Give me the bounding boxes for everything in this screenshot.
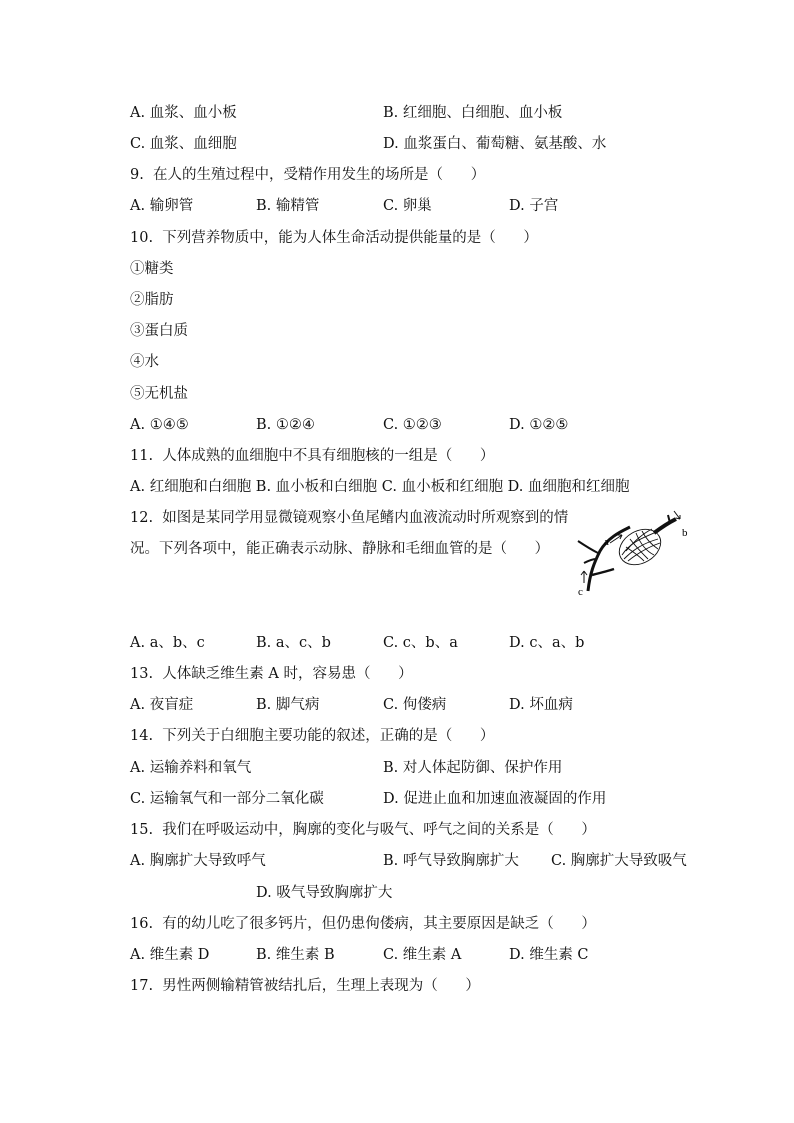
q10-item-2: ②脂肪 xyxy=(130,292,174,308)
q15-option-c: C. 胸廓扩大导致吸气 xyxy=(551,853,687,869)
q15-option-d: D. 吸气导致胸廓扩大 xyxy=(256,885,393,901)
q17-stem: 17. 男性两侧输精管被结扎后，生理上表现为（ ） xyxy=(130,978,480,994)
q13-option-b: B. 脚气病 xyxy=(256,697,320,713)
q14-option-b: B. 对人体起防御、保护作用 xyxy=(383,760,563,776)
q16-option-c: C. 维生素 A xyxy=(383,947,462,963)
q8-option-c: C. 血浆、血细胞 xyxy=(130,136,237,152)
q14-option-c: C. 运输氧气和一部分二氧化碳 xyxy=(130,791,324,807)
q12-option-a: A. a、b、c xyxy=(130,635,205,651)
q10-stem: 10. 下列营养物质中，能为人体生命活动提供能量的是（ ） xyxy=(130,230,538,246)
q11-options: A. 红细胞和白细胞 B. 血小板和白细胞 C. 血小板和红细胞 D. 血细胞和红细胞 xyxy=(130,479,630,495)
q10-item-3: ③蛋白质 xyxy=(130,323,188,339)
q10-option-d: D. ①②⑤ xyxy=(509,417,569,433)
figure-label-a: a xyxy=(604,536,609,548)
q14-option-a: A. 运输养料和氧气 xyxy=(130,760,252,776)
q11-stem: 11. 人体成熟的血细胞中不具有细胞核的一组是（ ） xyxy=(130,448,495,464)
q9-stem: 9. 在人的生殖过程中，受精作用发生的场所是（ ） xyxy=(130,167,486,183)
q10-option-b: B. ①②④ xyxy=(256,417,315,433)
q15-option-a: A. 胸廓扩大导致呼气 xyxy=(130,853,266,869)
q10-item-1: ①糖类 xyxy=(130,261,174,277)
q16-option-b: B. 维生素 B xyxy=(256,947,335,963)
q16-stem: 16. 有的幼儿吃了很多钙片，但仍患佝偻病，其主要原因是缺乏（ ） xyxy=(130,916,596,932)
figure-label-c: c xyxy=(578,586,583,598)
q9-option-c: C. 卵巢 xyxy=(383,198,432,214)
q12-stem-line2: 况。下列各项中，能正确表示动脉、静脉和毛细血管的是（ ） xyxy=(130,541,550,557)
q15-option-b: B. 呼气导致胸廓扩大 xyxy=(383,853,519,869)
q12-option-b: B. a、c、b xyxy=(256,635,331,651)
q14-stem: 14. 下列关于白细胞主要功能的叙述，正确的是（ ） xyxy=(130,728,495,744)
q10-option-c: C. ①②③ xyxy=(383,417,442,433)
q12-stem-line1: 12. 如图是某同学用显微镜观察小鱼尾鳍内血液流动时所观察到的情 xyxy=(130,510,569,526)
q9-option-b: B. 输精管 xyxy=(256,198,320,214)
q13-option-a: A. 夜盲症 xyxy=(130,697,194,713)
q10-item-5: ⑤无机盐 xyxy=(130,386,188,402)
q15-stem: 15. 我们在呼吸运动中，胸廓的变化与吸气、呼气之间的关系是（ ） xyxy=(130,822,596,838)
q9-option-d: D. 子宫 xyxy=(509,198,559,214)
vessel-b xyxy=(654,519,676,533)
blood-flow-figure xyxy=(570,503,700,598)
q13-option-d: D. 坏血病 xyxy=(509,697,573,713)
q12-option-c: C. c、b、a xyxy=(383,635,458,651)
q13-stem: 13. 人体缺乏维生素 A 时，容易患（ ） xyxy=(130,666,413,682)
q10-option-a: A. ①④⑤ xyxy=(130,417,189,433)
q14-option-d: D. 促进止血和加速血液凝固的作用 xyxy=(383,791,607,807)
q10-item-4: ④水 xyxy=(130,354,159,370)
figure-label-b: b xyxy=(682,527,688,539)
q13-option-c: C. 佝偻病 xyxy=(383,697,447,713)
q9-option-a: A. 输卵管 xyxy=(130,198,194,214)
q8-option-b: B. 红细胞、白细胞、血小板 xyxy=(383,105,563,121)
q12-option-d: D. c、a、b xyxy=(509,635,585,651)
q8-option-a: A. 血浆、血小板 xyxy=(130,105,237,121)
q16-option-d: D. 维生素 C xyxy=(509,947,589,963)
q8-option-d: D. 血浆蛋白、葡萄糖、氨基酸、水 xyxy=(383,136,607,152)
q16-option-a: A. 维生素 D xyxy=(130,947,210,963)
